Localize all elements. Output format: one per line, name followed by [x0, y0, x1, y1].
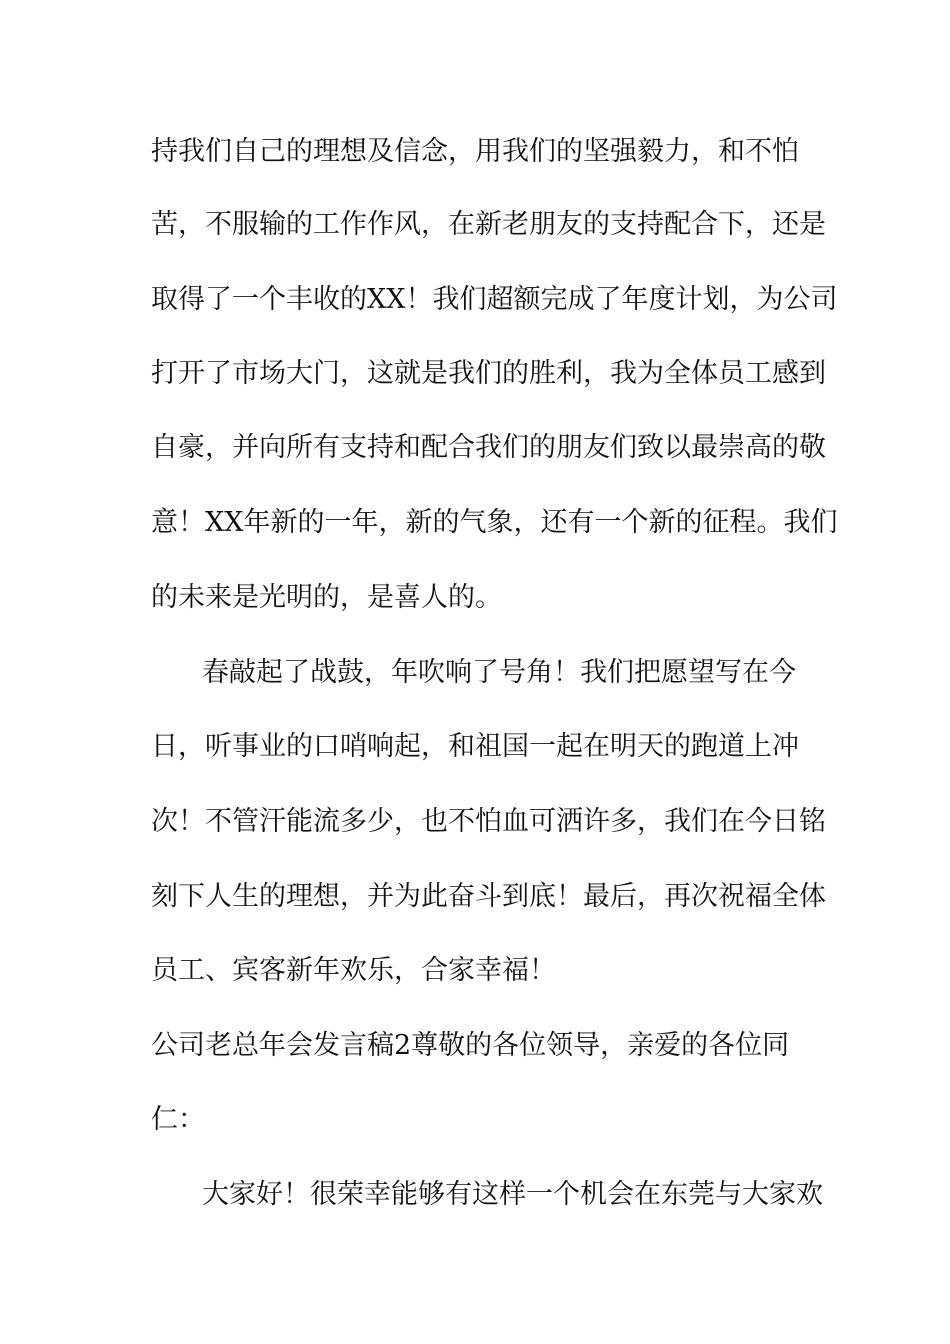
text-line: 取得了一个丰收的XX！我们超额完成了年度计划，为公司	[151, 284, 838, 315]
paragraph-start-line: 大家好！很荣幸能够有这样一个机会在东莞与大家欢	[202, 1179, 823, 1210]
section-heading-line: 公司老总年会发言稿2尊敬的各位领导，亲爱的各位同	[151, 1030, 790, 1061]
text-line: 仁：	[151, 1104, 205, 1135]
text-line: 员工、宾客新年欢乐，合家幸福！	[151, 955, 556, 986]
text-line: 刻下人生的理想，并为此奋斗到底！最后，再次祝福全体	[151, 881, 826, 912]
text-line: 意！XX年新的一年，新的气象，还有一个新的征程。我们	[151, 507, 838, 538]
text-line: 的未来是光明的，是喜人的。	[151, 582, 502, 613]
text-line: 持我们自己的理想及信念，用我们的坚强毅力，和不怕	[151, 136, 799, 167]
text-line: 打开了市场大门，这就是我们的胜利，我为全体员工感到	[151, 358, 826, 389]
text-line: 自豪，并向所有支持和配合我们的朋友们致以最崇高的敬	[151, 432, 826, 463]
paragraph-start-line: 春敲起了战鼓，年吹响了号角！我们把愿望写在今	[202, 657, 796, 688]
text-line: 日，听事业的口哨响起，和祖国一起在明天的跑道上冲	[151, 731, 799, 762]
text-line: 苦，不服输的工作作风，在新老朋友的支持配合下，还是	[151, 209, 826, 240]
text-line: 次！不管汗能流多少，也不怕血可洒许多，我们在今日铭	[151, 806, 826, 837]
